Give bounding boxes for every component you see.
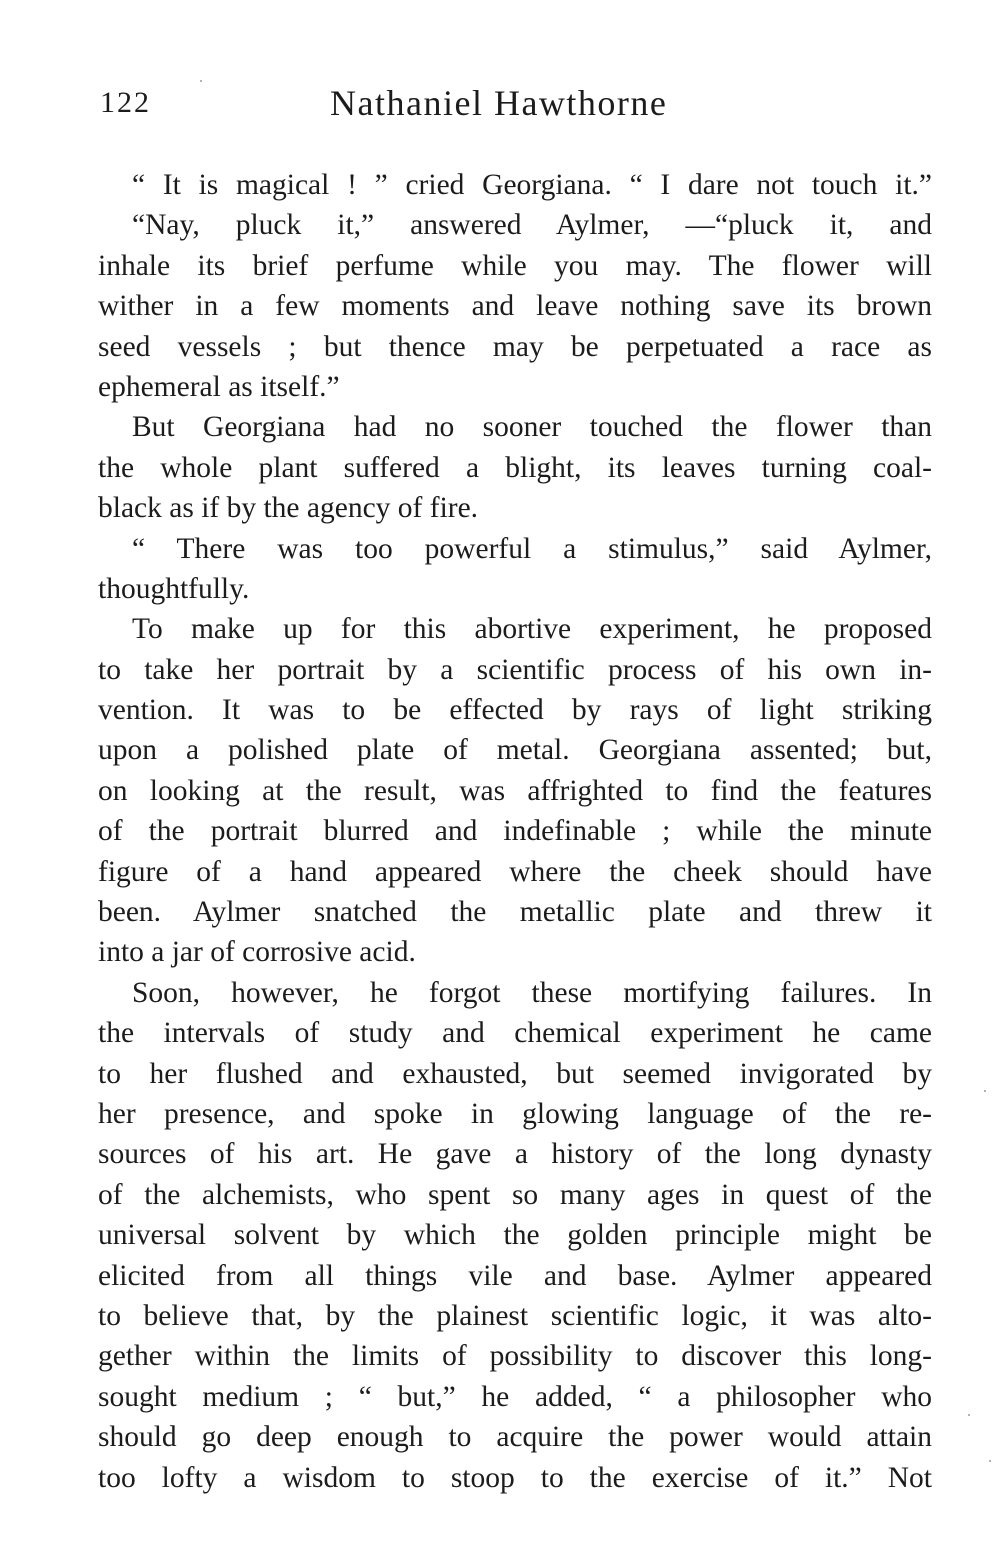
text-line: too lofty a wisdom to stoop to the exercise of it.” Not [98,1461,932,1494]
text-line: black as if by the agency of fire. [98,492,479,525]
text-line: To make up for this abortive experiment, he proposed [132,613,932,646]
text-line: “ There was too powerful a stimulus,” said Aylmer, [132,532,932,565]
page-number: 122 [100,86,151,119]
text-line: her presence, and spoke in glowing language of the re- [98,1097,932,1130]
text-line: wither in a few moments and leave nothing save its brown [98,290,932,323]
text-line: to her flushed and exhausted, but seemed invigorated by [98,1057,932,1090]
scan-speck [968,1414,970,1416]
scan-speck [200,80,202,82]
text-line: to take her portrait by a scientific process of his own in- [98,653,932,686]
text-line: But Georgiana had no sooner touched the flower than [132,411,932,444]
scan-speck [984,1090,986,1092]
text-line: should go deep enough to acquire the power would attain [98,1421,932,1454]
text-line: figure of a hand appeared where the cheek should have [98,855,932,888]
text-line: inhale its brief perfume while you may. The flower will [98,249,932,282]
text-line: of the portrait blurred and indefinable ; while the minute [98,815,932,848]
text-line: sought medium ; “ but,” he added, “ a philosopher who [98,1380,932,1413]
text-line: universal solvent by which the golden principle might be [98,1219,932,1252]
text-line: elicited from all things vile and base. Aylmer appeared [98,1259,932,1292]
text-line: ephemeral as itself.” [98,370,340,403]
text-line: vention. It was to be effected by rays of light striking [98,694,932,727]
text-line: thoughtfully. [98,572,250,605]
text-line: on looking at the result, was affrighted to find the features [98,774,932,807]
text-line: been. Aylmer snatched the metallic plate and threw it [98,896,932,929]
text-line: of the alchemists, who spent so many ages in quest of the [98,1178,932,1211]
text-line: Soon, however, he forgot these mortifying failures. In [132,976,932,1009]
body-text [98,165,932,1498]
scan-speck [989,1460,991,1462]
text-line: “ It is magical ! ” cried Georgiana. “ I dare not touch it.” [132,169,932,201]
text-line: into a jar of corrosive acid. [98,936,416,969]
running-head: Nathaniel Hawthorne [330,83,668,123]
text-line: to believe that, by the plainest scientific logic, it was alto- [98,1299,932,1332]
text-line: sources of his art. He gave a history of the long dynasty [98,1138,932,1171]
text-line: the intervals of study and chemical experiment he came [98,1017,932,1050]
text-line: gether within the limits of possibility to discover this long- [98,1340,932,1373]
text-line: the whole plant suffered a blight, its leaves turning coal- [98,451,932,484]
text-line: “Nay, pluck it,” answered Aylmer, —“pluck it, and [132,209,932,242]
text-line: seed vessels ; but thence may be perpetuated a race as [98,330,932,363]
text-line: upon a polished plate of metal. Georgiana assented; but, [98,734,932,767]
